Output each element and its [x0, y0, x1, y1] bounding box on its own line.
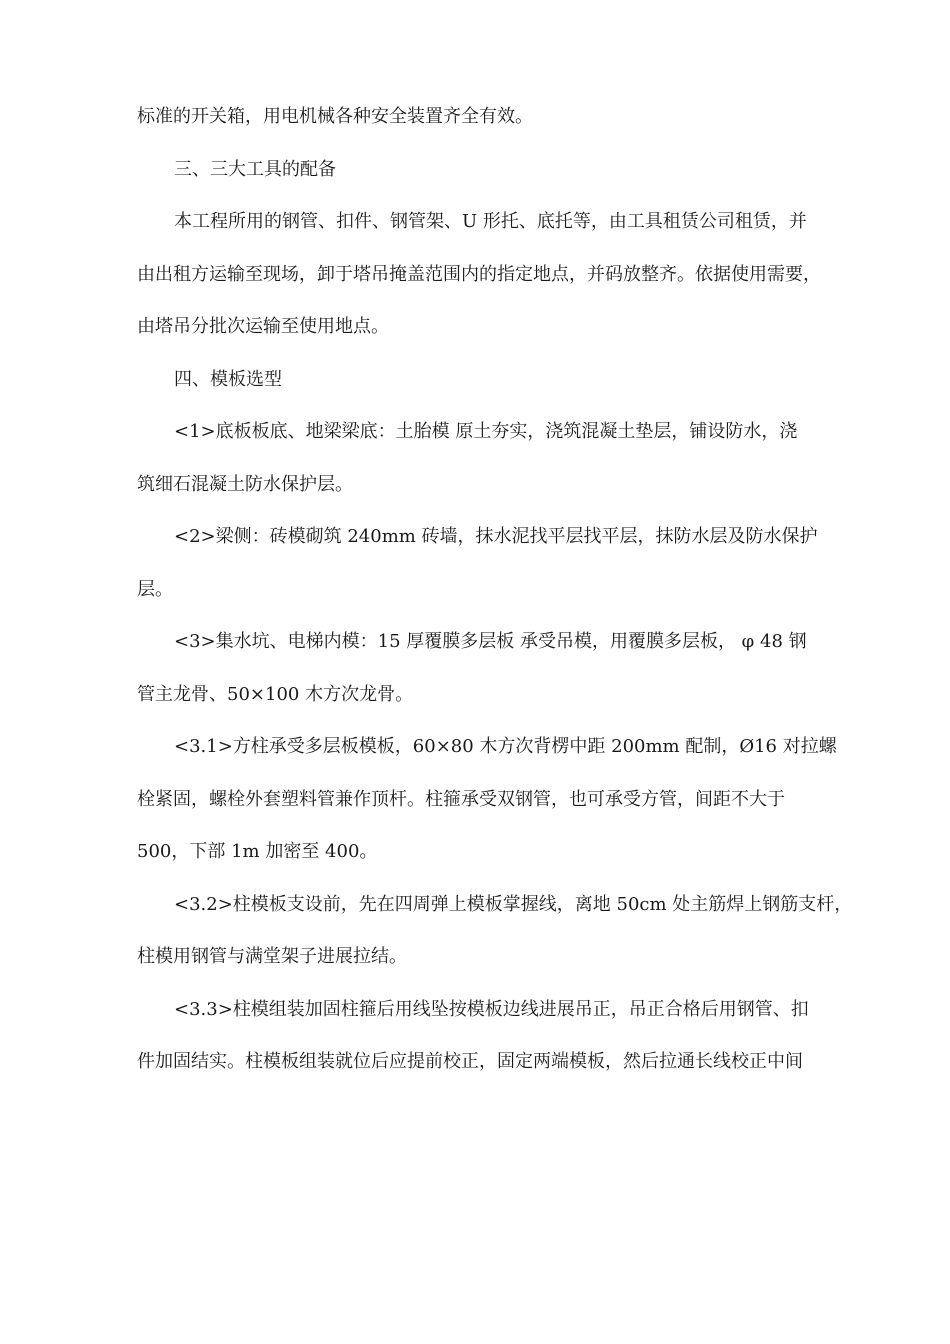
paragraph-line: <3.3>柱模组装加固柱箍后用线坠按模板边线进展吊正，吊正合格后用钢管、扣: [174, 998, 809, 1020]
section-heading: 三、三大工具的配备: [174, 158, 336, 180]
paragraph-line: 层。: [137, 578, 173, 600]
paragraph-line: 管主龙骨、50×100 木方次龙骨。: [137, 683, 414, 705]
paragraph-line: <3>集水坑、电梯内模：15 厚覆膜多层板 承受吊模，用覆膜多层板， φ 48 钢: [174, 631, 807, 652]
document-page: [137, 104, 853, 1075]
paragraph-line: <3.2>柱模板支设前，先在四周弹上模板掌握线，离地 50cm 处主筋焊上钢筋支杆，: [174, 893, 853, 915]
paragraph-line: 柱模用钢管与满堂架子进展拉结。: [137, 946, 407, 967]
paragraph-line: 栓紧固，螺栓外套塑料管兼作顶杆。柱箍承受双钢管，也可承受方管，间距不大于: [137, 788, 785, 810]
paragraph-line: 件加固结实。柱模板组装就位后应提前校正，固定两端模板，然后拉通长线校正中间: [137, 1051, 803, 1072]
paragraph-line: <2>梁侧：砖模砌筑 240mm 砖墙，抹水泥找平层找平层，抹防水层及防水保护: [174, 526, 818, 547]
paragraph-line: 本工程所用的钢管、扣件、钢管架、U 形托、底托等，由工具租赁公司租赁，并: [174, 211, 807, 232]
paragraph-line: <1>底板板底、地梁梁底：土胎模 原土夯实，浇筑混凝土垫层，铺设防水，浇: [174, 421, 798, 442]
paragraph-line: 500，下部 1m 加密至 400。: [137, 841, 378, 862]
paragraph-line: 由出租方运输至现场，卸于塔吊掩盖范围内的指定地点，并码放整齐。依据使用需要，: [137, 263, 821, 285]
paragraph-line: <3.1>方柱承受多层板模板，60×80 木方次背楞中距 200mm 配制，Ø16 对拉螺: [174, 736, 837, 757]
paragraph-line: 筑细石混凝土防水保护层。: [137, 473, 353, 495]
paragraph-line: 由塔吊分批次运输至使用地点。: [137, 316, 389, 337]
paragraph-line: 标准的开关箱，用电机械各种安全装置齐全有效。: [137, 106, 533, 127]
section-heading: 四、模板选型: [174, 368, 282, 390]
